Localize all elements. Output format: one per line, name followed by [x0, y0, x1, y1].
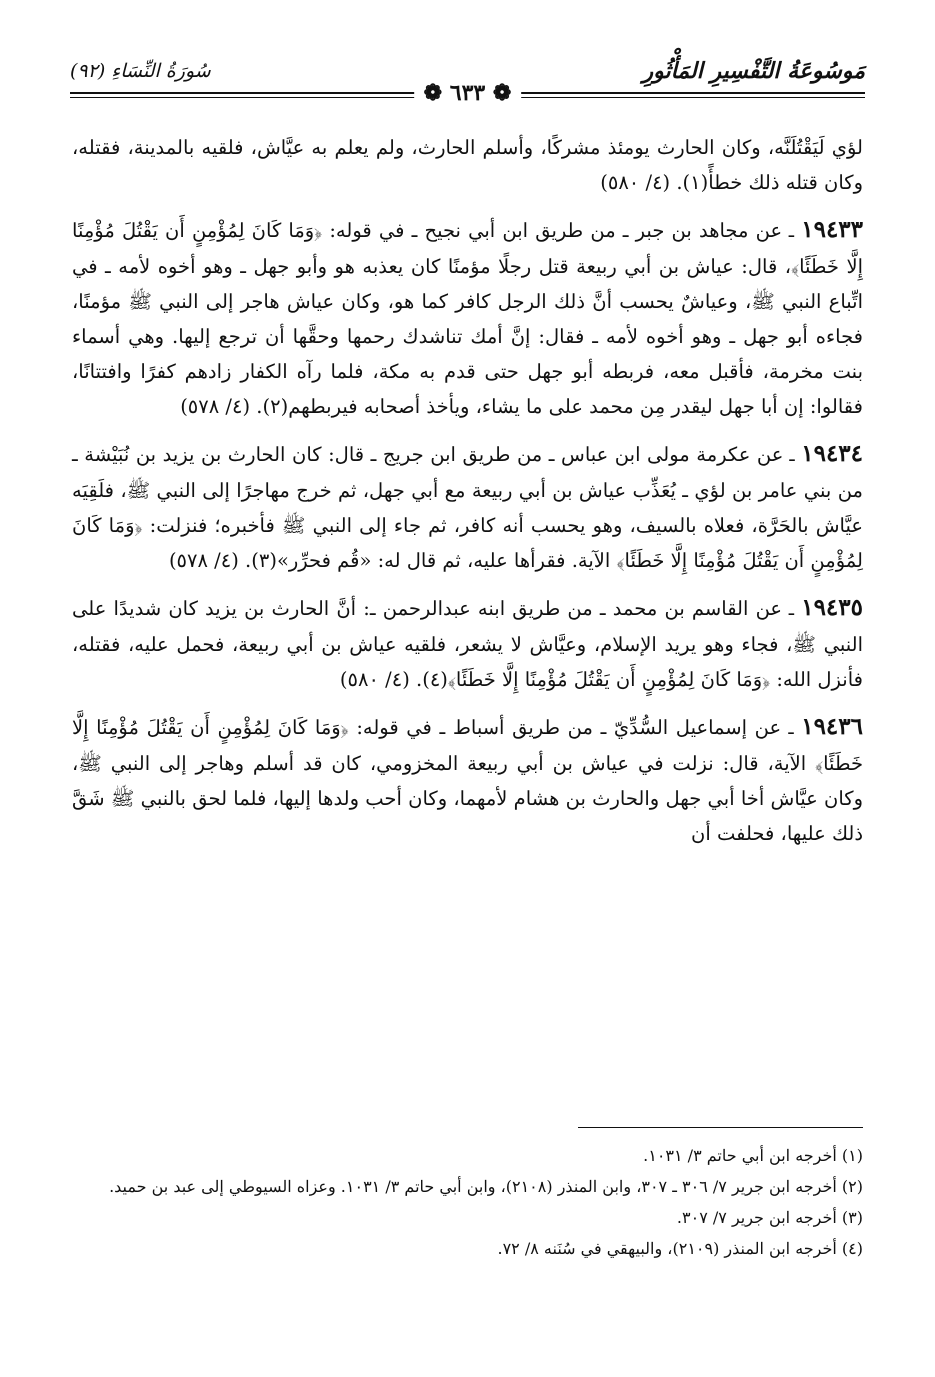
- paragraph: [72, 436, 863, 578]
- paragraph: [72, 709, 863, 851]
- dash-separator: ـ: [782, 221, 795, 242]
- ornament-icon: ❁: [485, 80, 512, 106]
- footnote-rule: [578, 1127, 863, 1128]
- page-number-box: [414, 80, 522, 106]
- hadith-number: ١٩٤٣٥: [801, 594, 863, 621]
- paragraph-text: عن عكرمة مولى ابن عباس ـ من طريق ابن جريج ـ قال: كان الحارث بن يزيد بن نُبَيْشة ـ من بني عامر بن لؤي ـ يُعَذِّب عياش بن أبي ربيعة مع أبي جهل، ثم خرج مهاجرًا إلى النبي ﷺ، فلَقِيَه عيَّاش بالحَرَّة، فعلاه بالسيف، وهو يحسب أنه كافر، ثم جاء إلى النبي ﷺ فأخبره؛ فنزلت: ﴿وَمَا كَانَ لِمُؤْمِنٍ أَن يَقْتُلَ مُؤْمِنًا إِلَّا خَطَئًا﴾ الآية. فقرأها عليه، ثم قال له: «قُم فحرِّر»(٣). (٤/ ٥٧٨): [72, 443, 863, 572]
- paragraph-text: عن القاسم بن محمد ـ من طريق ابنه عبدالرحمن ـ: أنَّ الحارث بن يزيد كان شديدًا على النبي ﷺ، فجاء وهو يريد الإسلام، وعيَّاش لا يشعر، فلقيه عياش بن أبي ربيعة، فحمل عليه، فقتله، فأنزل الله: ﴿وَمَا كَانَ لِمُؤْمِنٍ أَن يَقْتُلَ مُؤْمِنًا إِلَّا خَطَئًا﴾(٤). (٤/ ٥٨٠): [72, 597, 863, 691]
- paragraph: [72, 212, 863, 424]
- hadith-number: ١٩٤٣٦: [801, 713, 863, 740]
- paragraph: [72, 130, 863, 200]
- hadith-number: ١٩٤٣٤: [801, 440, 864, 467]
- main-text: [72, 130, 863, 863]
- hadith-number: ١٩٤٣٣: [801, 216, 864, 243]
- footnote: (٢) أخرجه ابن جرير ٧/ ٣٠٦ ـ ٣٠٧، وابن المنذر (٢١٠٨)، وابن أبي حاتم ٣/ ١٠٣١. وعزاه السيوطي إلى عبد بن حميد.: [109, 1177, 863, 1196]
- footnote: (٣) أخرجه ابن جرير ٧/ ٣٠٧.: [676, 1208, 863, 1227]
- paragraph: [72, 590, 863, 697]
- paragraph-text: لؤي لَيَقْتُلَنَّه، وكان الحارث يومئذ مشركًا، وأسلم الحارث، ولم يعلم به عيَّاش، فلقيه بالمدينة، فقتله، وكان قتله ذلك خطأً(١). (٤/ ٥٨٠): [72, 136, 863, 194]
- footnote: (١) أخرجه ابن أبي حاتم ٣/ ١٠٣١.: [643, 1146, 863, 1165]
- surah-label: سُورَةُ النِّسَاءِ (٩٢): [70, 60, 211, 82]
- page-number: ٦٣٣: [449, 80, 486, 106]
- dash-separator: ـ: [781, 718, 794, 739]
- footnote: (٤) أخرجه ابن المنذر (٢١٠٩)، والبيهقي في سُنَنه ٨/ ٧٢.: [497, 1239, 863, 1258]
- ornament-icon: ❁: [423, 80, 450, 106]
- dash-separator: ـ: [782, 599, 795, 620]
- book-title: مَوسُوعَةُ التَّفْسِيرِ المَأْثُورِ: [642, 58, 865, 84]
- page-header: [70, 58, 865, 106]
- dash-separator: ـ: [783, 445, 795, 466]
- paragraph-text: عن إسماعيل السُّدِّيّ ـ من طريق أسباط ـ في قوله: ﴿وَمَا كَانَ لِمُؤْمِنٍ أَن يَقْتُلَ مُؤْمِنًا إِلَّا خَطَئًا﴾ الآية، قال: نزلت في عياش بن أبي ربيعة المخزومي، كان قد أسلم وهاجر إلى النبي ﷺ، وكان عيَّاش أخا أبي جهل والحارث بن هشام لأمهما، وكان أحب ولدها إليها، فلما لحق بالنبي ﷺ شَقَّ ذلك عليها، فحلفت أن: [72, 716, 863, 845]
- paragraph-text: عن مجاهد بن جبر ـ من طريق ابن أبي نجيح ـ في قوله: ﴿وَمَا كَانَ لِمُؤْمِنٍ أَن يَقْتُلَ مُؤْمِنًا إِلَّا خَطَئًا﴾، قال: عياش بن أبي ربيعة قتل رجلًا مؤمنًا كان يعذبه هو وأبو جهل ـ وهو أخوه لأمه ـ في اتِّباع النبي ﷺ، وعياشٌ يحسب أنَّ ذلك الرجل كافر كما هو، وكان عياش هاجر إلى النبي ﷺ مؤمنًا، فجاءه أبو جهل ـ وهو أخوه لأمه ـ فقال: إنَّ أمك تناشدك رحمها وحقَّها أن ترجع إليها. وهي أسماء بنت مخرمة، فأقبل معه، فربطه أبو جهل حتى قدم به مكة، فلما رآه الكفار زادهم كفرًا وافتتانًا، فقالوا: إن أبا جهل ليقدر مِن محمد على ما يشاء، ويأخذ أصحابه فيربطهم(٢). (٤/ ٥٧٨): [72, 219, 863, 418]
- footnotes: [72, 1140, 863, 1264]
